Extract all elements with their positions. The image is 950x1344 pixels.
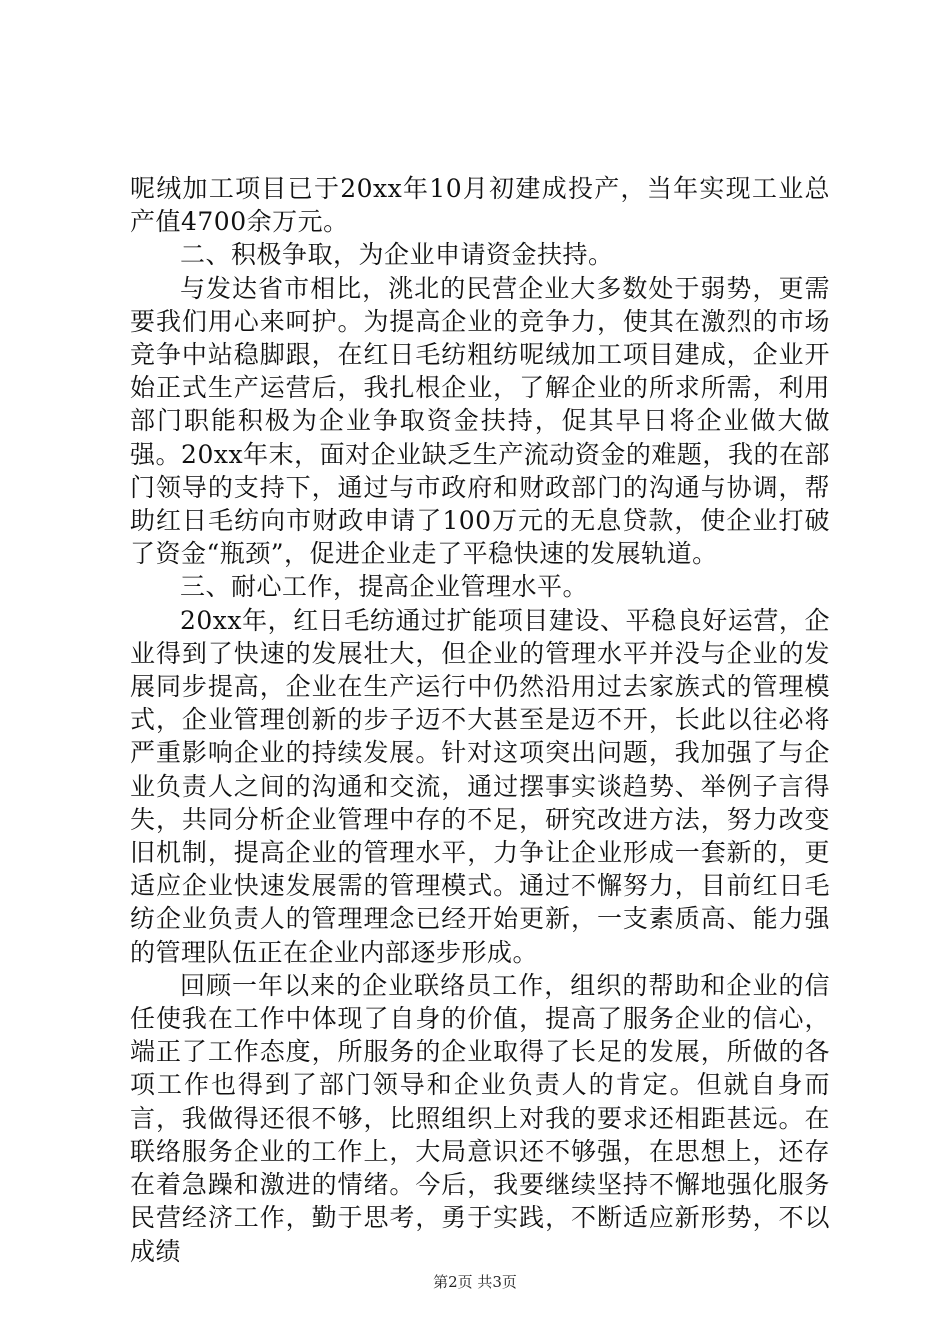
paragraph-3: 与发达省市相比，洮北的民营企业大多数处于弱势，更需要我们用心来呵护。为提高企业的竞争力，使其在激烈的市场竞争中站稳脚跟，在红日毛纺粗纺呢绒加工项目建成，企业开始正式生产运营后，我扎根企业，了解企业的所求所需，利用部门职能积极为企业争取资金扶持，促其早日将企业做大做强。20xx年末，面对企业缺乏生产流动资金的难题，我的在部门领导的支持下，通过与市政府和财政部门的沟通与协调，帮助红日毛纺向市财政申请了100万元的无息贷款，使企业打破了资金“瓶颈”，促进企业走了平稳快速的发展轨道。 (130, 273, 830, 569)
paragraph-1: 呢绒加工项目已于20xx年10月初建成投产，当年实现工业总产值4700余万元。 (130, 174, 830, 237)
paragraph-6: 回顾一年以来的企业联络员工作，组织的帮助和企业的信任使我在工作中体现了自身的价值，提高了服务企业的信心，端正了工作态度，所服务的企业取得了长足的发展，所做的各项工作也得到了部门领导和企业负责人的肯定。但就自身而言，我做得还很不够，比照组织上对我的要求还相距甚远。在联络服务企业的工作上，大局意识还不够强，在思想上，还存在着急躁和激进的情绪。今后，我要继续坚持不懈地强化服务民营经济工作，勤于思考，勇于实践，不断适应新形势，不以成绩 (130, 970, 830, 1266)
page-number-footer: 第2页 共3页 (433, 1273, 517, 1291)
section-heading-3: 三、耐心工作，提高企业管理水平。 (180, 572, 589, 602)
paragraph-5: 20xx年，红日毛纺通过扩能项目建设、平稳良好运营，企业得到了快速的发展壮大，但企业的管理水平并没与企业的发展同步提高，企业在生产运行中仍然沿用过去家族式的管理模式，企业管理创新的步子迈不大甚至是迈不开，长此以往必将严重影响企业的持续发展。针对这项突出问题，我加强了与企业负责人之间的沟通和交流，通过摆事实谈趋势、举例子言得失，共同分析企业管理中存的不足，研究改进方法，努力改变旧机制，提高企业的管理水平，力争让企业形成一套新的，更适应企业快速发展需的管理模式。通过不懈努力，目前红日毛纺企业负责人的管理理念已经开始更新，一支素质高、能力强的管理队伍正在企业内部逐步形成。 (130, 605, 830, 967)
section-heading-2: 二、积极争取，为企业申请资金扶持。 (180, 240, 614, 270)
document-body (130, 172, 830, 1268)
